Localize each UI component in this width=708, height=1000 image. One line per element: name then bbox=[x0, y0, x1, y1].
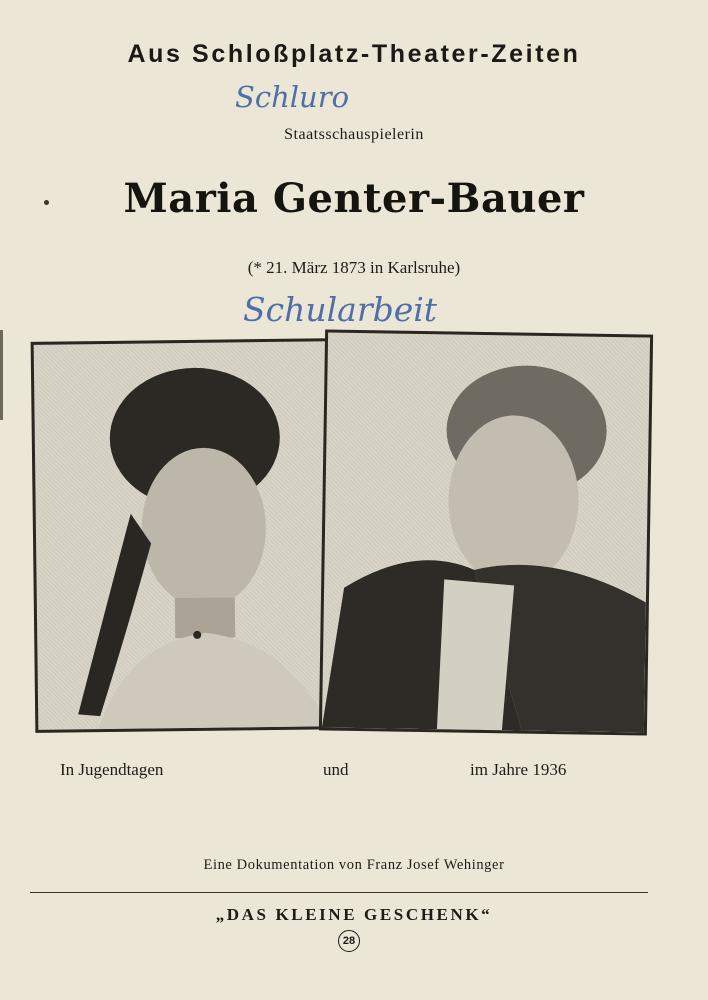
portrait-young-woman-icon bbox=[34, 341, 344, 730]
handwritten-note-top: Schluro bbox=[235, 80, 350, 114]
role-subtitle: Staatsschauspielerin bbox=[284, 126, 424, 143]
birth-info: (* 21. März 1873 in Karlsruhe) bbox=[247, 258, 461, 277]
portrait-older-woman-icon bbox=[322, 332, 650, 732]
handwritten-note-middle: Schularbeit bbox=[243, 290, 438, 329]
documentation-credit: Eine Dokumentation von Franz Josef Wehinger bbox=[203, 857, 505, 873]
series-heading: Aus Schloßplatz-Theater-Zeiten bbox=[127, 40, 581, 68]
series-name: „DAS KLEINE GESCHENK“ bbox=[215, 905, 493, 924]
caption-youth: In Jugendtagen bbox=[60, 760, 164, 779]
caption-and: und bbox=[323, 760, 349, 779]
issue-number-badge: 28 bbox=[338, 930, 360, 952]
photo-young bbox=[31, 338, 347, 733]
binding-edge bbox=[0, 330, 3, 420]
divider bbox=[30, 892, 648, 893]
caption-1936: im Jahre 1936 bbox=[470, 760, 567, 779]
photo-1936 bbox=[319, 329, 653, 735]
actress-name: Maria Genter-Bauer bbox=[123, 175, 585, 222]
